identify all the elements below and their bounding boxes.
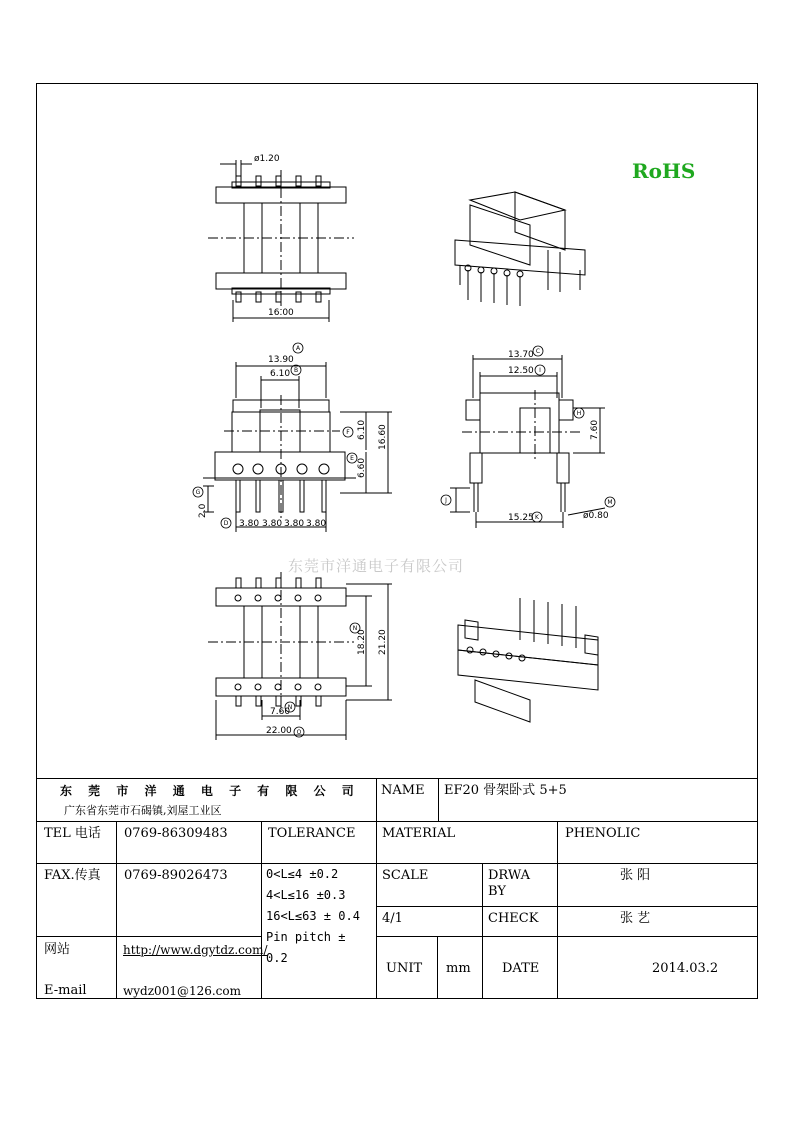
- date-label: DATE: [502, 961, 540, 976]
- iso-view-upper: [455, 192, 585, 306]
- name-value: EF20 骨架卧式 5+5: [444, 783, 567, 798]
- dim-6-10-h: 6.10: [270, 369, 291, 379]
- website-link[interactable]: http://www.dgytdz.com/: [123, 943, 268, 957]
- tolerance-value: 0<L≤4 ±0.2 4<L≤16 ±0.3 16<L≤63 ± 0.4 Pin pitch ± 0.2: [266, 867, 360, 965]
- email-value: wydz001@126.com: [123, 984, 242, 998]
- date-value: 2014.03.2: [652, 961, 719, 976]
- tag-n: N: [287, 704, 293, 711]
- dim-13-90: 13.90: [268, 355, 294, 365]
- tag-j: J: [445, 497, 447, 504]
- check-value: 张 艺: [620, 911, 651, 926]
- dim-pitch-4: 3.80: [306, 519, 327, 529]
- tel-value: 0769-86309483: [124, 826, 228, 841]
- scale-label: SCALE: [382, 868, 429, 883]
- dim-13-70: 13.70: [508, 350, 534, 360]
- tag-g: G: [195, 489, 201, 496]
- dim-6-10-v: 6.10: [357, 419, 367, 440]
- dim-12-50: 12.50: [508, 366, 534, 376]
- iso-view-lower: [458, 598, 598, 722]
- tag-d: D: [223, 520, 229, 527]
- dim-2-0: 2.0: [198, 503, 208, 518]
- tag-k: K: [535, 514, 539, 521]
- tag-m: M: [607, 499, 613, 506]
- website-label: 网站: [44, 942, 71, 957]
- tag-i: I: [539, 367, 541, 374]
- check-label: CHECK: [488, 911, 539, 926]
- watermark: 东莞市洋通电子有限公司: [288, 557, 465, 575]
- tolerance-label: TOLERANCE: [268, 826, 356, 841]
- tag-n-right: N: [352, 625, 358, 632]
- dim-pin-dia: ø1.20: [254, 154, 280, 164]
- dim-15-25: 15.25: [508, 513, 534, 523]
- tag-o: O: [296, 729, 302, 736]
- dim-7-60-v: 7.60: [590, 419, 600, 440]
- fax-value: 0769-89026473: [124, 868, 228, 883]
- dim-pitch-1: 3.80: [239, 519, 260, 529]
- dim-pitch-2: 3.80: [262, 519, 283, 529]
- dim-22-00: 22.00: [266, 726, 292, 736]
- unit-value: mm: [446, 961, 471, 976]
- drawn-by-value: 张 阳: [620, 868, 651, 883]
- dim-0-80: ø0.80: [583, 511, 609, 521]
- material-label: MATERIAL: [382, 826, 456, 841]
- dim-21-20: 21.20: [378, 629, 388, 655]
- top-view: [208, 160, 354, 322]
- dim-6-60: 6.60: [357, 457, 367, 478]
- company-address: 广东省东莞市石碣镇,刘屋工业区: [64, 804, 222, 817]
- material-value: PHENOLIC: [565, 826, 641, 841]
- tel-label: TEL 电话: [44, 826, 101, 841]
- rohs-mark: RoHS: [632, 159, 696, 183]
- scale-value: 4/1: [382, 911, 403, 926]
- tag-b: B: [293, 367, 299, 374]
- dim-16-60: 16.60: [378, 424, 388, 450]
- dim-16-00: 16.00: [268, 308, 294, 318]
- tag-c: C: [535, 348, 541, 355]
- tag-e: E: [350, 455, 354, 462]
- drawn-by-label: DRWA BY: [488, 868, 531, 899]
- fax-label: FAX.传真: [44, 868, 101, 883]
- unit-label: UNIT: [386, 961, 423, 976]
- bottom-view: [208, 572, 392, 740]
- dim-18-20: 18.20: [357, 629, 367, 655]
- company-name: 东 莞 市 洋 通 电 子 有 限 公 司: [60, 784, 360, 798]
- email-label: E-mail: [44, 983, 87, 998]
- dim-pitch-3: 3.80: [284, 519, 305, 529]
- tag-f: F: [346, 429, 350, 436]
- side-view: [450, 355, 605, 528]
- dim-7-60-h: 7.60: [270, 707, 291, 717]
- front-view: [203, 362, 392, 532]
- tag-h: H: [576, 410, 582, 417]
- name-label: NAME: [381, 783, 425, 798]
- tag-a: A: [295, 345, 301, 352]
